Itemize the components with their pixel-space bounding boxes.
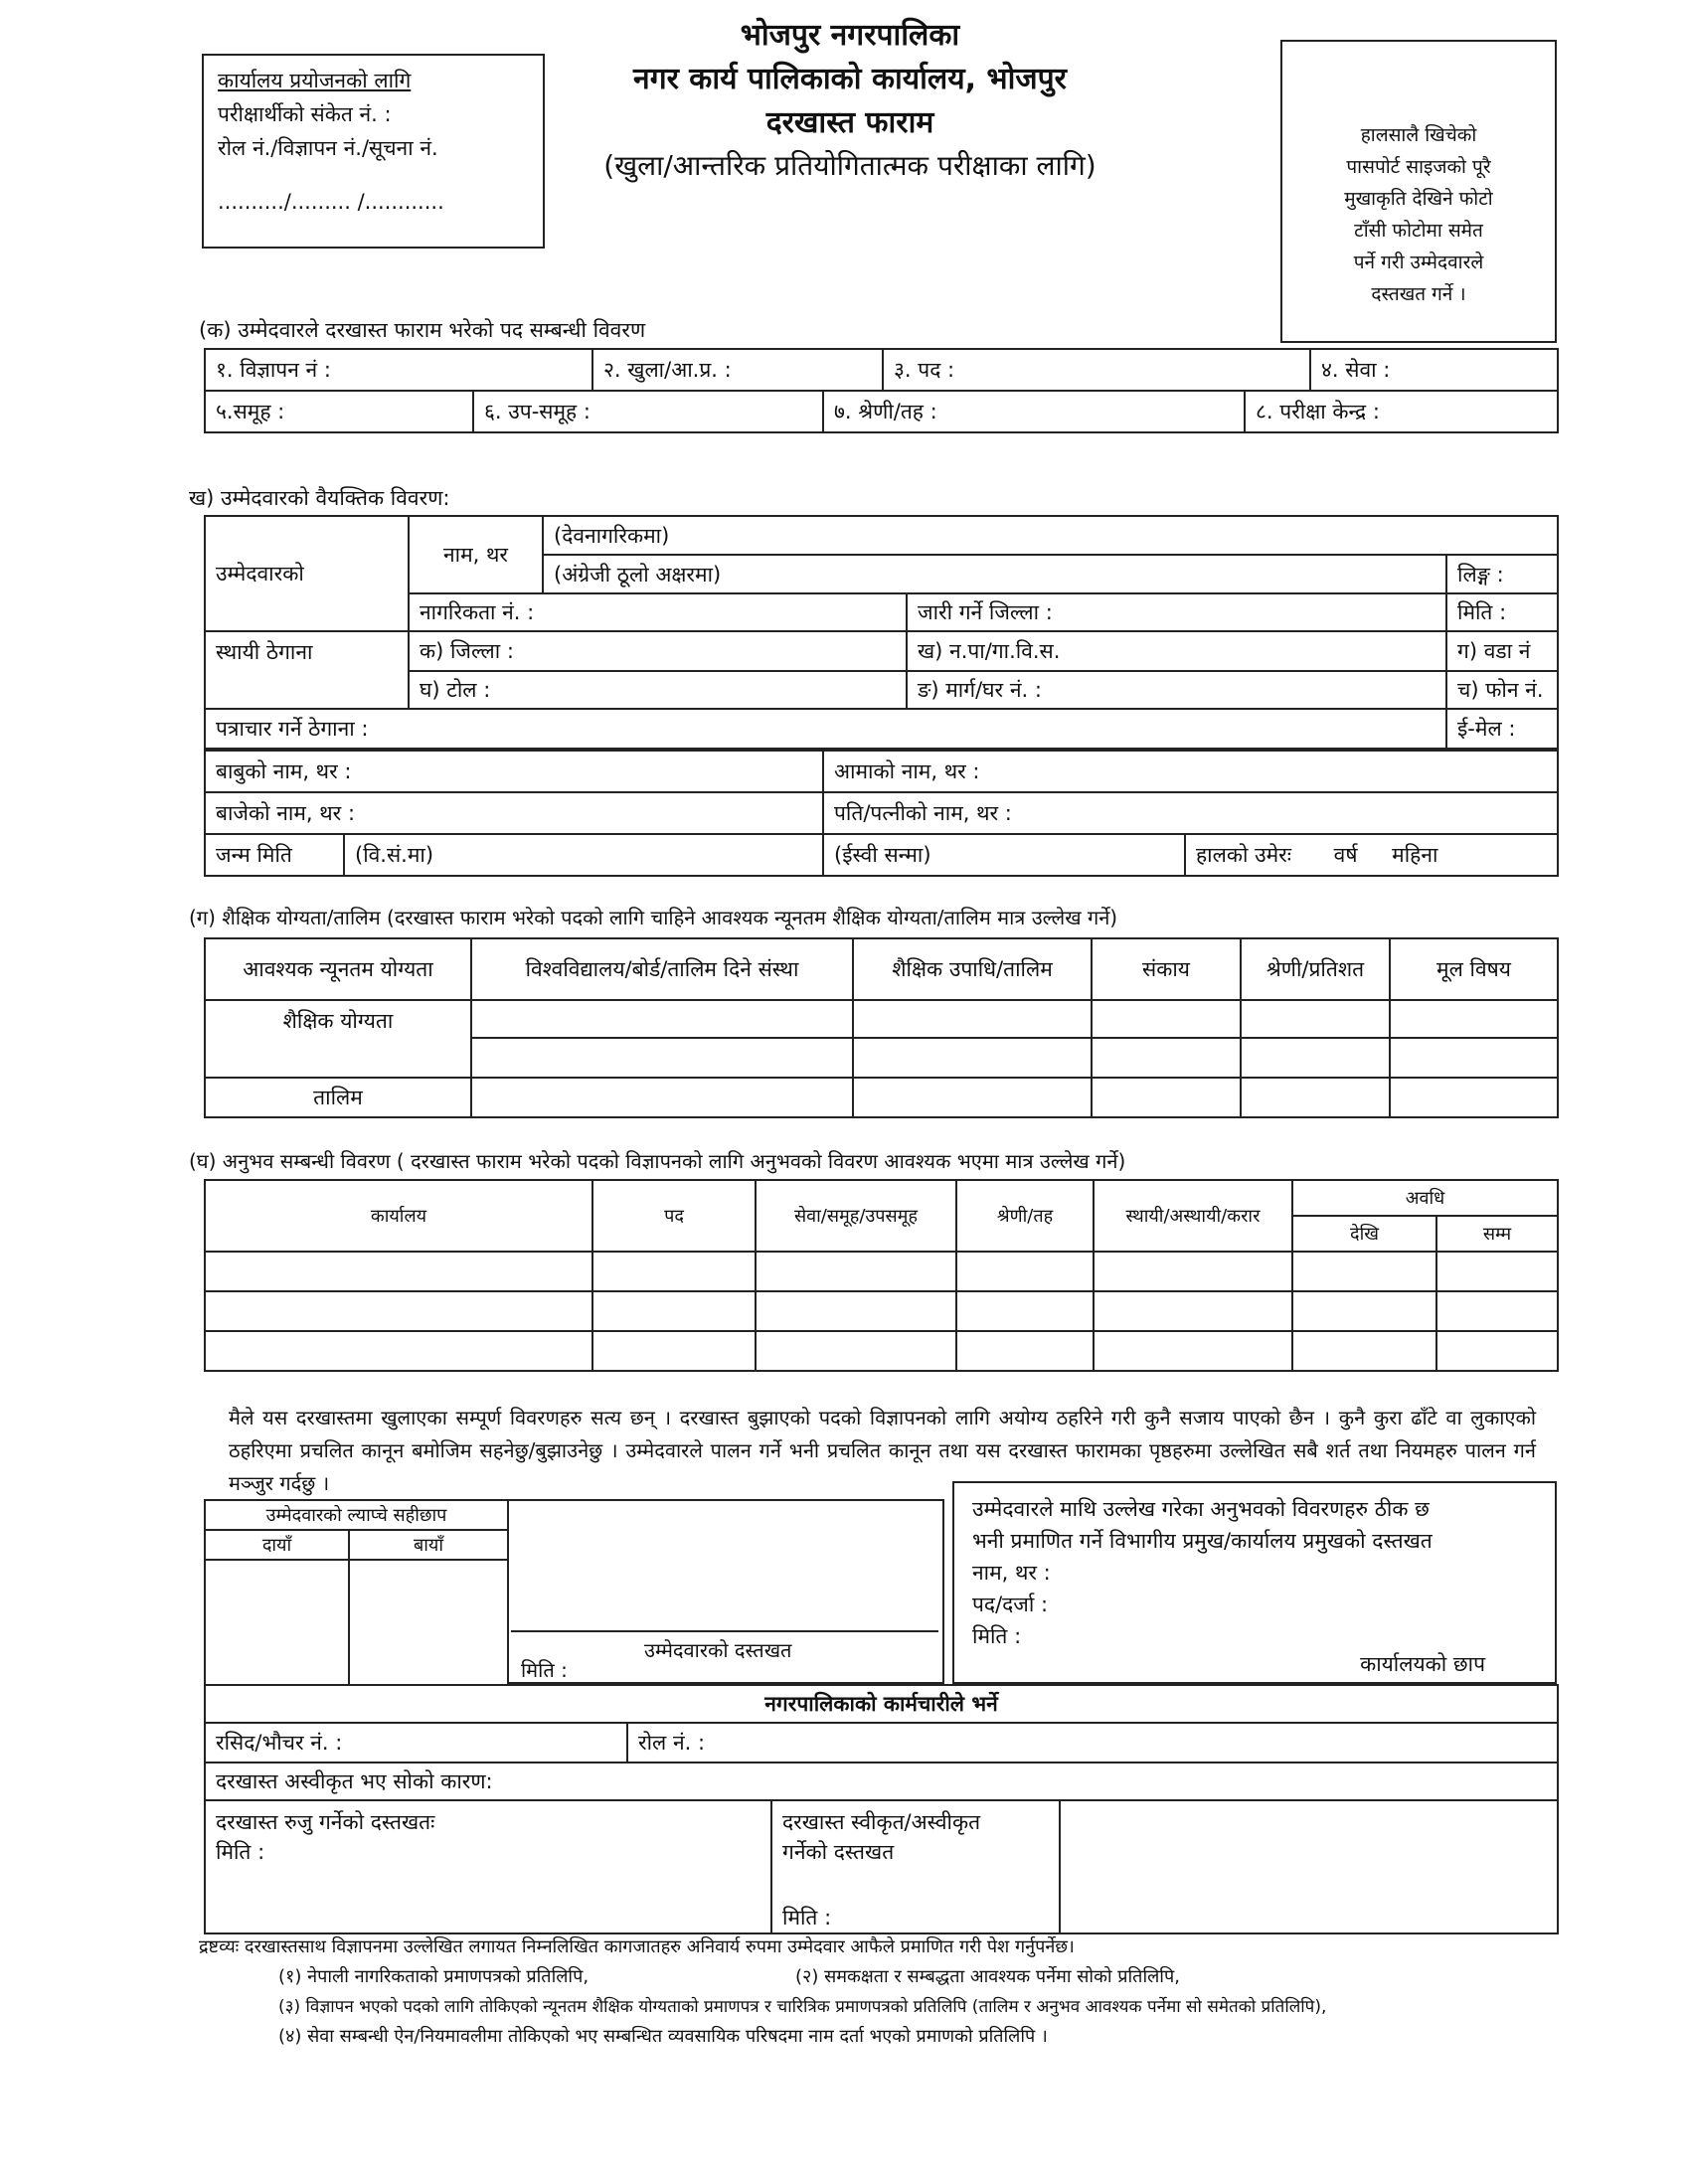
municipality-field[interactable]: ख) न.पा/गा.वि.स.: [907, 631, 1446, 671]
exp-cell[interactable]: [1292, 1252, 1436, 1291]
thumbprint-table: [204, 1499, 509, 1686]
personal-details-table: [204, 515, 1559, 750]
note-3: (३) विज्ञापन भएको पदको लागि तोकिएको न्यूनतम शैक्षिक योग्यताको प्रमाणपत्र र चारित्रिक प्रमाणपत्रको प्रतिलिपि (तालिम र अनुभव आवश्यक पर्नेमा सो समेतको प्रतिलिपि),: [278, 1997, 1327, 2017]
certify-line-1: उम्मेदवारले माथि उल्लेख गरेका अनुभवको विवरणहरु ठीक छ: [972, 1497, 1430, 1521]
dob-table: [204, 833, 1559, 877]
left-thumb-box[interactable]: [349, 1560, 508, 1685]
approver-date-label: मिति :: [782, 1906, 832, 1930]
candidate-sign-date: मिति :: [521, 1658, 568, 1682]
class-level-field[interactable]: ७. श्रेणी/तह :: [823, 391, 1245, 432]
tole-field[interactable]: घ) टोल :: [409, 671, 907, 709]
post-details-table-2: [204, 390, 1559, 433]
certifier-date[interactable]: मिति :: [972, 1624, 1022, 1648]
exp-cell[interactable]: [1094, 1331, 1292, 1371]
exp-header-class: श्रेणी/तह: [956, 1180, 1094, 1252]
thumbprint-title: उम्मेदवारको ल्याप्चे सहीछाप: [205, 1500, 508, 1530]
current-age-label: हालको उमेरः: [1196, 843, 1291, 867]
edu-cell[interactable]: [471, 1000, 853, 1038]
approver-signature-space[interactable]: [1060, 1800, 1558, 1933]
right-thumb-label: दायाँ: [205, 1530, 349, 1560]
office-use-box: [202, 54, 545, 249]
approval-table: [204, 1799, 1559, 1934]
checker-signature-field[interactable]: [205, 1800, 771, 1933]
advertisement-no-field[interactable]: १. विज्ञापन नं :: [205, 349, 592, 391]
section-c-title: (ग) शैक्षिक योग्यता/तालिम (दरखास्त फाराम भरेको पदको लागि चाहिने आवश्यक न्यूनतम शैक्षिक योग्यता/तालिम मात्र उल्लेख गर्ने): [189, 906, 1118, 929]
edu-header-institution: विश्वविद्यालय/बोर्ड/तालिम दिने संस्था: [471, 938, 853, 1000]
note-4: (४) सेवा सम्बन्धी ऐन/नियमावलीमा तोकिएको भए सम्बन्धित व्यवसायिक परिषदमा नाम दर्ता भएको प्रमाणको प्रतिलिपि ।: [278, 2026, 1048, 2047]
training-cell[interactable]: [853, 1078, 1092, 1117]
certification-box: [952, 1481, 1557, 1684]
right-thumb-box[interactable]: [205, 1560, 349, 1685]
certifier-name[interactable]: नाम, थर :: [972, 1561, 1051, 1585]
note-2: (२) समकक्षता र सम्बद्धता आवश्यक पर्नेमा सोको प्रतिलिपि,: [795, 1966, 1180, 1987]
edu-cell[interactable]: [1390, 1000, 1558, 1038]
edu-cell[interactable]: [1092, 1038, 1241, 1078]
years-label: वर्ष: [1333, 843, 1358, 867]
exp-header-from: देखि: [1292, 1216, 1436, 1252]
exp-cell[interactable]: [956, 1252, 1094, 1291]
issue-date-field[interactable]: मिति :: [1446, 593, 1558, 631]
group-field[interactable]: ५.समूह :: [205, 391, 473, 432]
roll-no-field[interactable]: रोल नं. :: [627, 1723, 1558, 1763]
exp-cell[interactable]: [592, 1252, 756, 1291]
exam-center-field[interactable]: ८. परीक्षा केन्द्र :: [1245, 391, 1558, 432]
receipt-no-field[interactable]: रसिद/भौचर नं. :: [205, 1723, 627, 1763]
mother-name-field[interactable]: आमाको नाम, थर :: [823, 751, 1558, 792]
email-field[interactable]: ई-मेल :: [1446, 709, 1558, 749]
rejection-reason-field[interactable]: दरखास्त अस्वीकृत भए सोको कारण:: [205, 1763, 1558, 1800]
form-title: दरखास्त फाराम: [765, 105, 934, 140]
citizenship-no-field[interactable]: नागरिकता नं. :: [409, 593, 907, 631]
exp-cell[interactable]: [1436, 1331, 1558, 1371]
current-age-field[interactable]: [1185, 834, 1558, 876]
roll-ad-notice-label: रोल नं./विज्ञापन नं./सूचना नं.: [218, 136, 438, 160]
training-cell[interactable]: [1092, 1078, 1241, 1117]
exp-cell[interactable]: [756, 1252, 956, 1291]
exp-cell[interactable]: [205, 1252, 592, 1291]
certify-line-2: भनी प्रमाणित गर्ने विभागीय प्रमुख/कार्यालय प्रमुखको दस्तखत: [972, 1529, 1433, 1553]
edu-cell[interactable]: [1092, 1000, 1241, 1038]
training-cell[interactable]: [1241, 1078, 1390, 1117]
exp-cell[interactable]: [956, 1331, 1094, 1371]
approver-signature-label-2: गर्नेको दस्तखत: [782, 1840, 895, 1864]
section-b-title: ख) उम्मेदवारको वैयक्तिक विवरण:: [189, 486, 450, 510]
name-surname-label: नाम, थर: [409, 516, 543, 593]
exp-header-office: कार्यालय: [205, 1180, 592, 1252]
exp-cell[interactable]: [1094, 1252, 1292, 1291]
education-table: [204, 937, 1559, 1118]
exp-cell[interactable]: [1292, 1291, 1436, 1331]
edu-cell[interactable]: [1241, 1000, 1390, 1038]
permanent-address-label: स्थायी ठेगाना: [205, 631, 409, 709]
section-d-title: (घ) अनुभव सम्बन्धी विवरण ( दरखास्त फाराम भरेको पदको विज्ञापनको लागि अनुभवको विवरण आवश्यक भएमा मात्र उल्लेख गर्ने): [189, 1149, 1126, 1173]
ward-no-field[interactable]: ग) वडा नं: [1446, 631, 1558, 671]
edu-cell[interactable]: [853, 1038, 1092, 1078]
exp-cell[interactable]: [205, 1291, 592, 1331]
exp-cell[interactable]: [1436, 1291, 1558, 1331]
photo-instruction-3: मुखाकृति देखिने फोटो: [1344, 188, 1493, 210]
section-a-title: (क) उम्मेदवारले दरखास्त फाराम भरेको पद सम्बन्धी विवरण: [199, 318, 646, 342]
edu-cell[interactable]: [853, 1000, 1092, 1038]
phone-field[interactable]: च) फोन नं.: [1446, 671, 1558, 709]
edu-header-division: श्रेणी/प्रतिशत: [1241, 938, 1390, 1000]
district-field[interactable]: क) जिल्ला :: [409, 631, 907, 671]
edu-header-faculty: संकाय: [1092, 938, 1241, 1000]
edu-header-min-qualification: आवश्यक न्यूनतम योग्यता: [205, 938, 471, 1000]
post-details-table: [204, 348, 1559, 392]
form-subtitle: (खुला/आन्तरिक प्रतियोगितात्मक परीक्षाका लागि): [603, 149, 1097, 182]
training-cell[interactable]: [1390, 1078, 1558, 1117]
note-1: (१) नेपाली नागरिकताको प्रमाणपत्रको प्रतिलिपि,: [278, 1966, 590, 1987]
exp-cell[interactable]: [592, 1291, 756, 1331]
service-field[interactable]: ४. सेवा :: [1310, 349, 1558, 391]
candidate-label: उम्मेदवारको: [205, 516, 409, 631]
edu-header-degree: शैक्षिक उपाधि/तालिम: [853, 938, 1092, 1000]
office-use-title: नगरपालिकाको कार्मचारीले भर्ने: [205, 1685, 1558, 1723]
issuing-district-field[interactable]: जारी गर्ने जिल्ला :: [907, 593, 1446, 631]
edu-row-training-label: तालिम: [205, 1078, 471, 1117]
edu-header-major: मूल विषय: [1390, 938, 1558, 1000]
office-stamp-label: कार्यालयको छाप: [1360, 1652, 1485, 1676]
candidate-signature-label: उम्मेदवारको दस्तखत: [644, 1638, 792, 1662]
signature-line: [511, 1630, 938, 1632]
candidate-code-label: परीक्षार्थीको संकेत नं. :: [218, 102, 392, 126]
dob-ad-field[interactable]: (ईस्वी सन्मा): [823, 834, 1185, 876]
office-use-table: [204, 1684, 1559, 1801]
candidate-signature-area[interactable]: [507, 1499, 944, 1684]
municipality-name: भोजपुर नगरपालिका: [740, 18, 960, 53]
exp-header-duration: अवधि: [1292, 1180, 1558, 1216]
checker-date-label: मिति :: [216, 1840, 265, 1864]
exp-header-post: पद: [592, 1180, 756, 1252]
family-details-table: [204, 750, 1559, 835]
photo-instruction-2: पासपोर्ट साइजको पूरै: [1346, 156, 1491, 178]
exp-cell[interactable]: [592, 1331, 756, 1371]
street-house-field[interactable]: ङ) मार्ग/घर नं. :: [907, 671, 1446, 709]
dob-bs-field[interactable]: (वि.सं.मा): [344, 834, 823, 876]
correspondence-address-field[interactable]: पत्राचार गर्ने ठेगाना :: [205, 709, 1446, 749]
notes-intro: द्रष्टव्यः दरखास्तसाथ विज्ञापनमा उल्लेखित लगायत निम्नलिखित कागजातहरु अनिवार्य रुपमा उम्मेदवार आफैले प्रमाणित गरी पेश गर्नुपर्नेछ।: [199, 1936, 1075, 1957]
exp-header-tenure: स्थायी/अस्थायी/करार: [1094, 1180, 1292, 1252]
months-label: महिना: [1392, 843, 1438, 867]
code-blanks: ........../......... /............: [218, 190, 444, 214]
office-name: नगर कार्य पालिकाको कार्यालय, भोजपुर: [633, 62, 1067, 96]
edu-cell[interactable]: [471, 1038, 853, 1078]
dob-label: जन्म मिति: [205, 834, 344, 876]
exp-cell[interactable]: [756, 1291, 956, 1331]
exp-header-to: सम्म: [1436, 1216, 1558, 1252]
edu-cell[interactable]: [1241, 1038, 1390, 1078]
checker-signature-label: दरखास्त रुजु गर्नेको दस्तखतः: [216, 1810, 435, 1834]
photo-instruction-1: हालसालै खिचेको: [1360, 124, 1477, 146]
certifier-post[interactable]: पद/दर्जा :: [972, 1593, 1049, 1616]
gender-field[interactable]: लिङ्ग :: [1446, 555, 1558, 593]
open-internal-field[interactable]: २. खुला/आ.प्र. :: [592, 349, 883, 391]
exp-header-service-group: सेवा/समूह/उपसमूह: [756, 1180, 956, 1252]
edu-cell[interactable]: [1390, 1038, 1558, 1078]
notes: [199, 1932, 1326, 2052]
grandfather-name-field[interactable]: बाजेको नाम, थर :: [205, 792, 823, 834]
photo-box: [1280, 40, 1557, 343]
experience-table: [204, 1179, 1559, 1372]
photo-instruction-5: पर्ने गरी उम्मेदवारले: [1353, 252, 1484, 273]
training-cell[interactable]: [471, 1078, 853, 1117]
exp-cell[interactable]: [205, 1331, 592, 1371]
exp-cell[interactable]: [1094, 1291, 1292, 1331]
father-name-field[interactable]: बाबुको नाम, थर :: [205, 751, 823, 792]
exp-cell[interactable]: [956, 1291, 1094, 1331]
sub-group-field[interactable]: ६. उप-समूह :: [473, 391, 823, 432]
name-devanagari-field[interactable]: (देवनागरिकमा): [543, 516, 1558, 555]
declaration-text: मैले यस दरखास्तमा खुलाएका सम्पूर्ण विवरणहरु सत्य छन् । दरखास्त बुझाएको पदको विज्ञापनको लागि अयोग्य ठहरिने गरी कुनै सजाय पाएको छैन । कुनै कुरा ढाँटे वा लुकाएको ठहरिएमा प्रचलित कानून बमोजिम सहनेछु/बुझाउनेछु । उम्मेदवारले पालन गर्ने भनी प्रचलित कानून तथा यस दरखास्त फारामका पृष्ठहरुमा उल्लेखित सबै शर्त तथा नियमहरु पालन गर्न मञ्जुर गर्दछु ।: [229, 1406, 1536, 1495]
approver-signature-label-1: दरखास्त स्वीकृत/अस्वीकृत: [782, 1810, 981, 1834]
exp-cell[interactable]: [1436, 1252, 1558, 1291]
exp-cell[interactable]: [756, 1331, 956, 1371]
form-header: [557, 14, 1143, 187]
edu-row-education-label: शैक्षिक योग्यता: [205, 1000, 471, 1078]
office-box-title: कार्यालय प्रयोजनको लागि: [218, 69, 412, 92]
spouse-name-field[interactable]: पति/पत्नीको नाम, थर :: [823, 792, 1558, 834]
left-thumb-label: बायाँ: [349, 1530, 508, 1560]
approver-signature-field[interactable]: [771, 1800, 1060, 1933]
name-english-field[interactable]: (अंग्रेजी ठूलो अक्षरमा): [543, 555, 1446, 593]
exp-cell[interactable]: [1292, 1331, 1436, 1371]
photo-instruction-6: दस्तखत गर्ने ।: [1371, 283, 1466, 305]
photo-instruction-4: टाँसी फोटोमा समेत: [1354, 220, 1483, 242]
post-field[interactable]: ३. पद :: [883, 349, 1310, 391]
